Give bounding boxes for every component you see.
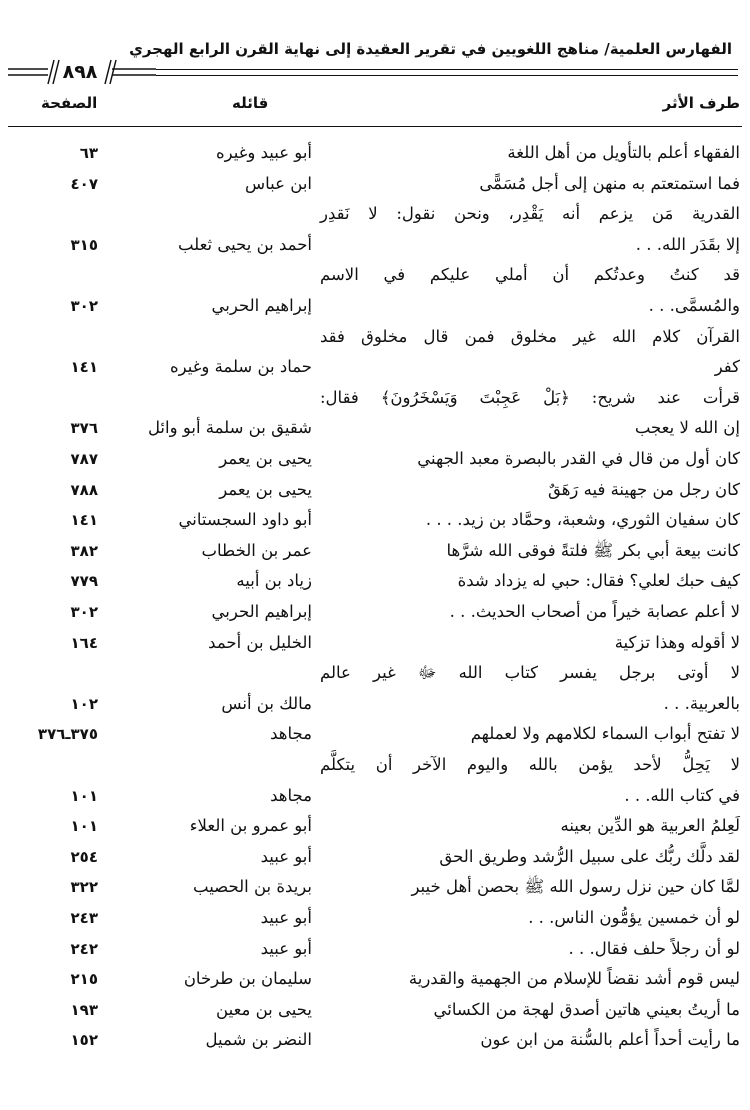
entry-page: ٤٠٧ [70,174,98,193]
entry-athar-line: كفر [714,357,740,377]
entry-athar-line: لا يَحِلُّ لأحد يؤمن بالله واليوم الآخر أن يتكلَّم [320,755,740,774]
entry-page: ٦٣ [79,144,98,162]
entry-athar-line: لقد دلَّك ربُّك على سبيل الرُّشد وطريق الحق [439,846,740,866]
entry-sayer: إبراهيم الحربي [211,602,312,621]
entry-athar-line: قد كنتُ وعدتُكم أن أملي عليكم في الاسم [320,265,740,285]
entry-athar-line: قرأت عند شريح: ﴿بَلْ عَجِبْتَ وَيَسْخَرُونَ﴾ فقال: [320,387,740,407]
entry-page: ٧٧٩ [70,572,98,591]
page-number: ٨٩٨ [62,61,98,83]
entry-athar-line: في كتاب الله. . . [624,785,740,805]
entry-athar-line: لو أن رجلاً حلف فقال. . . [568,938,740,958]
entry-athar-line: ما أريتُ بعيني هاتين أصدق لهجة من الكسائي [433,999,740,1019]
entry-sayer: النضر بن شميل [205,1030,312,1050]
entry-athar-line: ما رأيت أحداً أعلم بالسُّنة من ابن عون [480,1030,740,1050]
entry-page: ٣٨٢ [70,541,98,560]
entry-page: ١٠٢ [70,694,98,713]
entry-athar-line: الفقهاء أعلم بالتأويل من أهل اللغة [507,143,740,162]
entry-athar-line: كان أول من قال في القدر بالبصرة معبد الجهني [417,449,740,468]
entry-page: ٣١٥ [70,235,98,254]
entry-page: ١٩٣ [70,1000,98,1019]
entry-page: ٣٠٢ [70,297,98,315]
entry-page: ٢٤٣ [70,909,98,927]
header-rule [156,69,738,70]
entry-page: ٢٥٤ [70,847,98,866]
entry-page: ١٤١ [70,358,98,377]
entry-athar-line: كيف حبك لعلي؟ فقال: حبي له يزداد شدة [457,571,740,591]
entry-athar-line: إلا بقَدَر الله. . . [635,234,740,254]
entry-sayer: أحمد بن يحيى ثعلب [177,234,312,254]
entry-athar-line: ليس قوم أشد نقضاً للإسلام من الجهمية والقدرية [408,969,740,989]
entry-athar-line: لمَّا كان حين نزل رسول الله ﷺ بحصن أهل خيبر [411,877,740,897]
entry-sayer: حماد بن سلمة وغيره [170,357,312,377]
entry-athar-line: لا أوتى برجل يفسر كتاب الله ﷻ غير عالم [320,663,740,683]
entry-page: ١٠١ [70,817,98,836]
entry-athar-line: لا أقوله وهذا تزكية [614,632,740,652]
column-header-athar: طرف الأثر [662,94,740,112]
entry-sayer: أبو داود السجستاني [178,510,312,530]
entry-sayer: عمر بن الخطاب [201,540,312,560]
column-header-rule [8,126,742,127]
entry-page: ٣٢٢ [70,878,98,897]
entry-page: ٢٤٢ [70,939,98,958]
entry-page: ٣٠٢ [70,603,98,621]
entry-page: ١٤١ [70,511,98,530]
entry-athar-line: لَعِلمُ العربية هو الدِّين بعينه [560,816,740,836]
entry-sayer: زياد بن أبيه [236,571,312,591]
entry-sayer: أبو عبيد [260,846,312,866]
entry-page: ١٦٤ [70,633,98,652]
entry-sayer: يحيى بن يعمر [219,449,312,468]
entry-athar-line: كانت بيعة أبي بكر ﷺ فلتةً فوقى الله شرَّها [446,540,740,560]
column-header-page: الصفحة [41,94,98,112]
entry-page: ٣٧٥ـ٣٧٦ [37,725,98,744]
entry-athar-line: القدرية مَن يزعم أنه يَقْدِر، ونحن نقول: لا نَقدِر [320,204,740,224]
entry-page: ٧٨٨ [70,480,98,499]
entry-sayer: يحيى بن معين [216,999,312,1019]
entry-page: ٣٧٦ [70,419,98,438]
entry-sayer: أبو عبيد [260,938,312,958]
entry-page: ١٥٢ [70,1031,98,1050]
header-rule-double [156,75,738,76]
column-header-sayer: قائله [232,94,269,112]
running-title: الفهارس العلمية/ مناهج اللغويين في تقرير العقيدة إلى نهاية القرن الرابع الهجري [129,40,732,58]
entry-sayer: مجاهد [270,724,312,744]
entry-athar-line: لا أعلم عصابة خيراً من أصحاب الحديث. . . [449,602,740,621]
entry-sayer: أبو عبيد وغيره [216,143,312,162]
entry-sayer: سليمان بن طرخان [183,969,312,989]
entry-page: ٢١٥ [70,970,98,989]
entry-athar-line: والمُسمَّى. . . [648,296,740,315]
entry-sayer: ابن عباس [245,173,312,193]
entry-sayer: الخليل بن أحمد [208,632,312,652]
entry-athar-line: لا تفتح أبواب السماء لكلامهم ولا لعملهم [470,724,740,744]
entry-sayer: بريدة بن الحصيب [193,877,312,897]
entry-sayer: شقيق بن سلمة أبو وائل [147,418,312,438]
entry-page: ٧٨٧ [70,450,98,468]
entry-athar-line: إن الله لا يعجب [634,418,740,438]
page-number-frame [8,58,156,88]
entry-sayer: أبو عمرو بن العلاء [189,816,312,836]
entry-page: ١٠١ [70,786,98,805]
entry-athar-line: القرآن كلام الله غير مخلوق فمن قال مخلوق فقد [320,326,740,346]
entry-athar-line: لو أن خمسين يؤمُّون الناس. . . [528,908,740,927]
entry-athar-line: بالعربية. . . [663,693,740,713]
entry-athar-line: فما استمتعتم به منهن إلى أجل مُسَمًّى [479,173,740,193]
entry-sayer: مجاهد [270,785,312,805]
entry-sayer: إبراهيم الحربي [211,296,312,315]
entry-athar-line: كان رجل من جهينة فيه رَهَقٌ [547,479,740,499]
entry-sayer: مالك بن أنس [221,693,312,713]
entry-sayer: يحيى بن يعمر [219,479,312,499]
entry-athar-line: كان سفيان الثوري، وشعبة، وحمَّاد بن زيد. . . . [425,510,740,530]
entry-sayer: أبو عبيد [260,908,312,927]
